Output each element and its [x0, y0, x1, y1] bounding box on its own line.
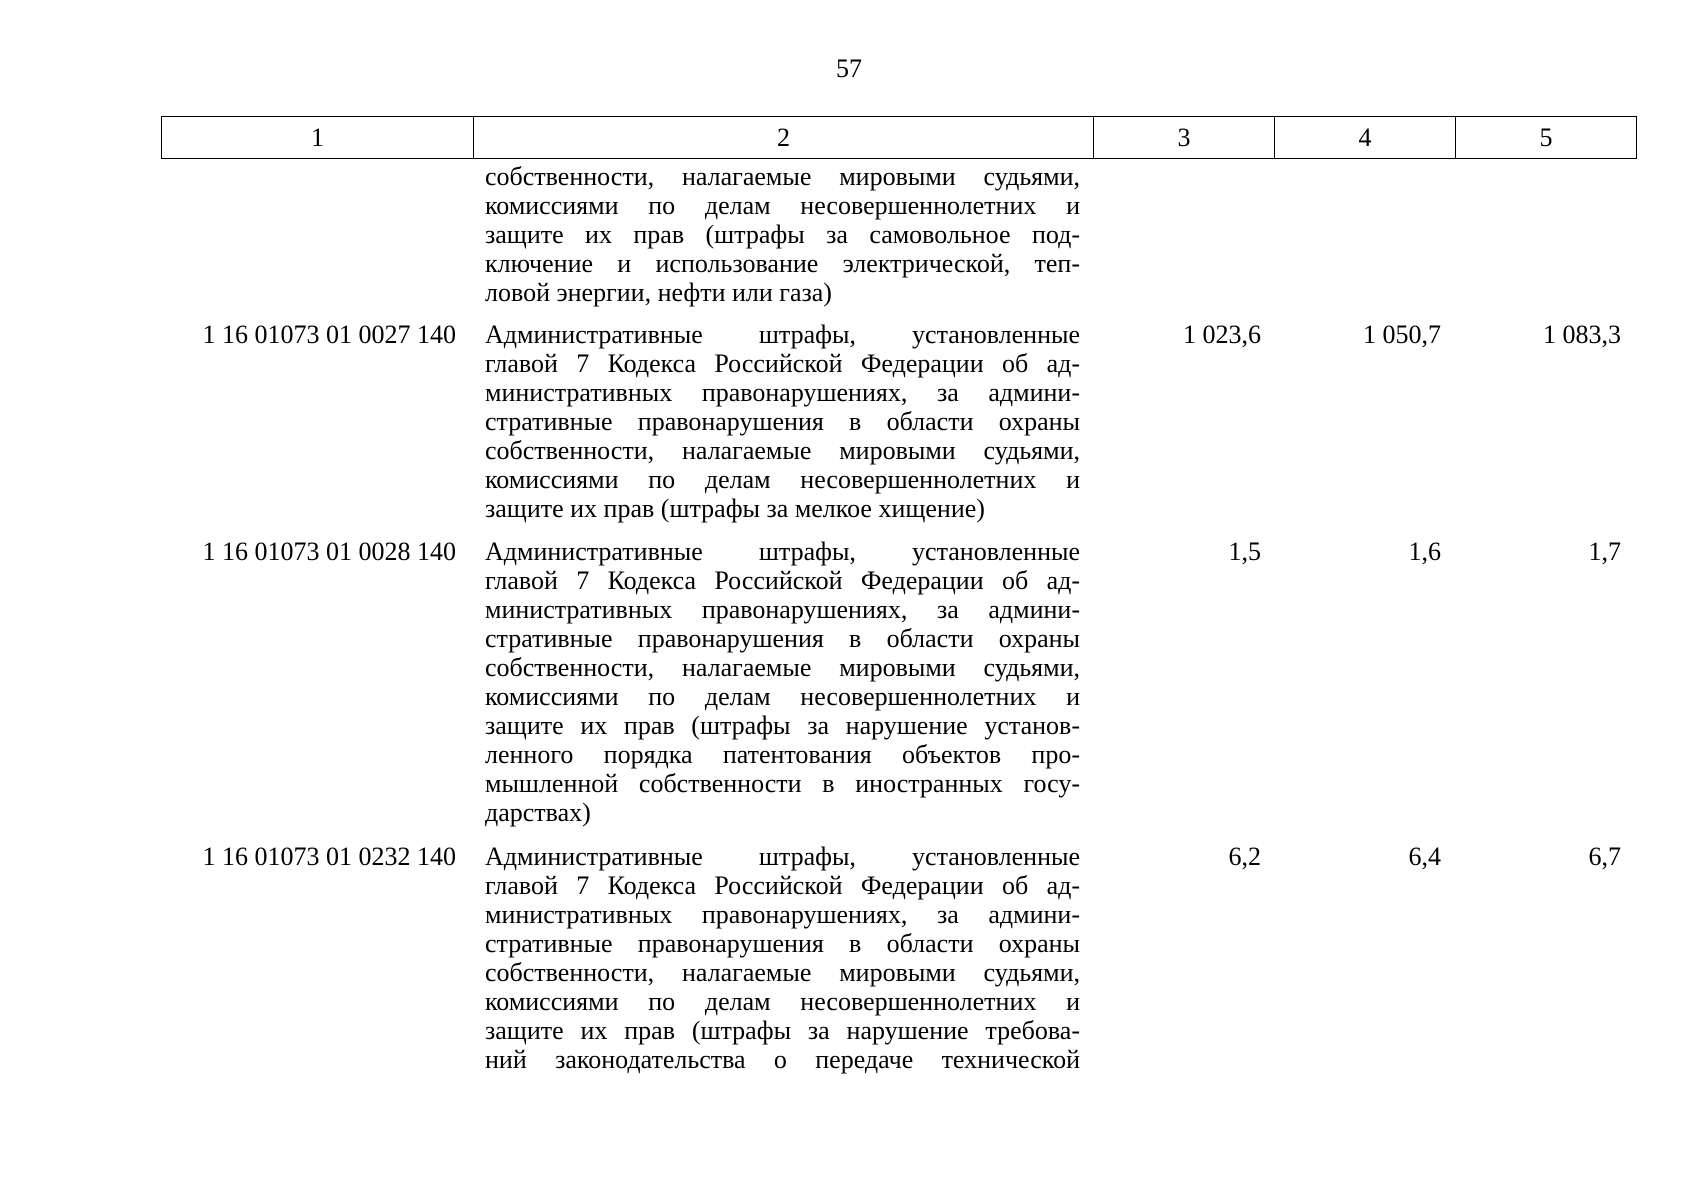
description-line: Административные штрафы, установленные	[485, 842, 1080, 871]
description-line: комиссиями по делам несовершеннолетних и	[485, 191, 1080, 220]
row-value-col-5: 1,7	[1588, 537, 1621, 566]
header-col-1: 1	[162, 117, 474, 159]
description-line: комиссиями по делам несовершеннолетних и	[485, 465, 1080, 494]
row-value-col-3: 1,5	[1228, 537, 1261, 566]
row-code: 1 16 01073 01 0232 140	[202, 842, 456, 871]
description-line: защите их прав (штрафы за нарушение требова-	[485, 1016, 1080, 1045]
row-value-col-3: 1 023,6	[1183, 320, 1261, 349]
description-line: главой 7 Кодекса Российской Федерации об ад-	[485, 871, 1080, 900]
description-line: Административные штрафы, установленные	[485, 537, 1080, 566]
row-code: 1 16 01073 01 0028 140	[202, 537, 456, 566]
row-value-col-4: 1,6	[1408, 537, 1441, 566]
description-line: ний законодательства о передаче технической	[485, 1045, 1080, 1074]
description-line: защите их прав (штрафы за мелкое хищение)	[485, 494, 985, 523]
description-line: защите их прав (штрафы за самовольное под-	[485, 220, 1080, 249]
description-line: собственности, налагаемые мировыми судьями,	[485, 958, 1080, 987]
header-col-2: 2	[474, 117, 1094, 159]
row-description	[485, 842, 1080, 1074]
row-description	[485, 320, 1080, 523]
row-description	[485, 162, 1080, 307]
description-line: стративные правонарушения в области охраны	[485, 624, 1080, 653]
row-value-col-3: 6,2	[1228, 842, 1261, 871]
description-line: собственности, налагаемые мировыми судьями,	[485, 436, 1080, 465]
row-value-col-4: 6,4	[1408, 842, 1441, 871]
description-line: ленного порядка патентования объектов про-	[485, 740, 1080, 769]
description-line: собственности, налагаемые мировыми судьями,	[485, 162, 1080, 191]
description-line: комиссиями по делам несовершеннолетних и	[485, 987, 1080, 1016]
description-line: Административные штрафы, установленные	[485, 320, 1080, 349]
description-line: ключение и использование электрической, теп-	[485, 249, 1080, 278]
row-value-col-5: 6,7	[1588, 842, 1621, 871]
description-line: стративные правонарушения в области охраны	[485, 929, 1080, 958]
description-line: собственности, налагаемые мировыми судьями,	[485, 653, 1080, 682]
header-col-3: 3	[1094, 117, 1275, 159]
description-line: дарствах)	[485, 798, 591, 827]
description-line: мышленной собственности в иностранных госу-	[485, 769, 1080, 798]
row-value-col-4: 1 050,7	[1363, 320, 1441, 349]
table-header	[161, 116, 1637, 159]
header-row	[162, 117, 1637, 159]
description-line: министративных правонарушениях, за админи-	[485, 900, 1080, 929]
description-line: министративных правонарушениях, за админи-	[485, 595, 1080, 624]
row-value-col-5: 1 083,3	[1543, 320, 1621, 349]
description-line: главой 7 Кодекса Российской Федерации об ад-	[485, 566, 1080, 595]
description-line: стративные правонарушения в области охраны	[485, 407, 1080, 436]
row-description	[485, 537, 1080, 827]
header-col-4: 4	[1275, 117, 1456, 159]
description-line: министративных правонарушениях, за админи-	[485, 378, 1080, 407]
description-line: главой 7 Кодекса Российской Федерации об ад-	[485, 349, 1080, 378]
header-col-5: 5	[1456, 117, 1637, 159]
description-line: защите их прав (штрафы за нарушение установ-	[485, 711, 1080, 740]
page-number: 57	[836, 54, 862, 83]
row-code: 1 16 01073 01 0027 140	[202, 320, 456, 349]
description-line: ловой энергии, нефти или газа)	[485, 278, 832, 307]
description-line: комиссиями по делам несовершеннолетних и	[485, 682, 1080, 711]
